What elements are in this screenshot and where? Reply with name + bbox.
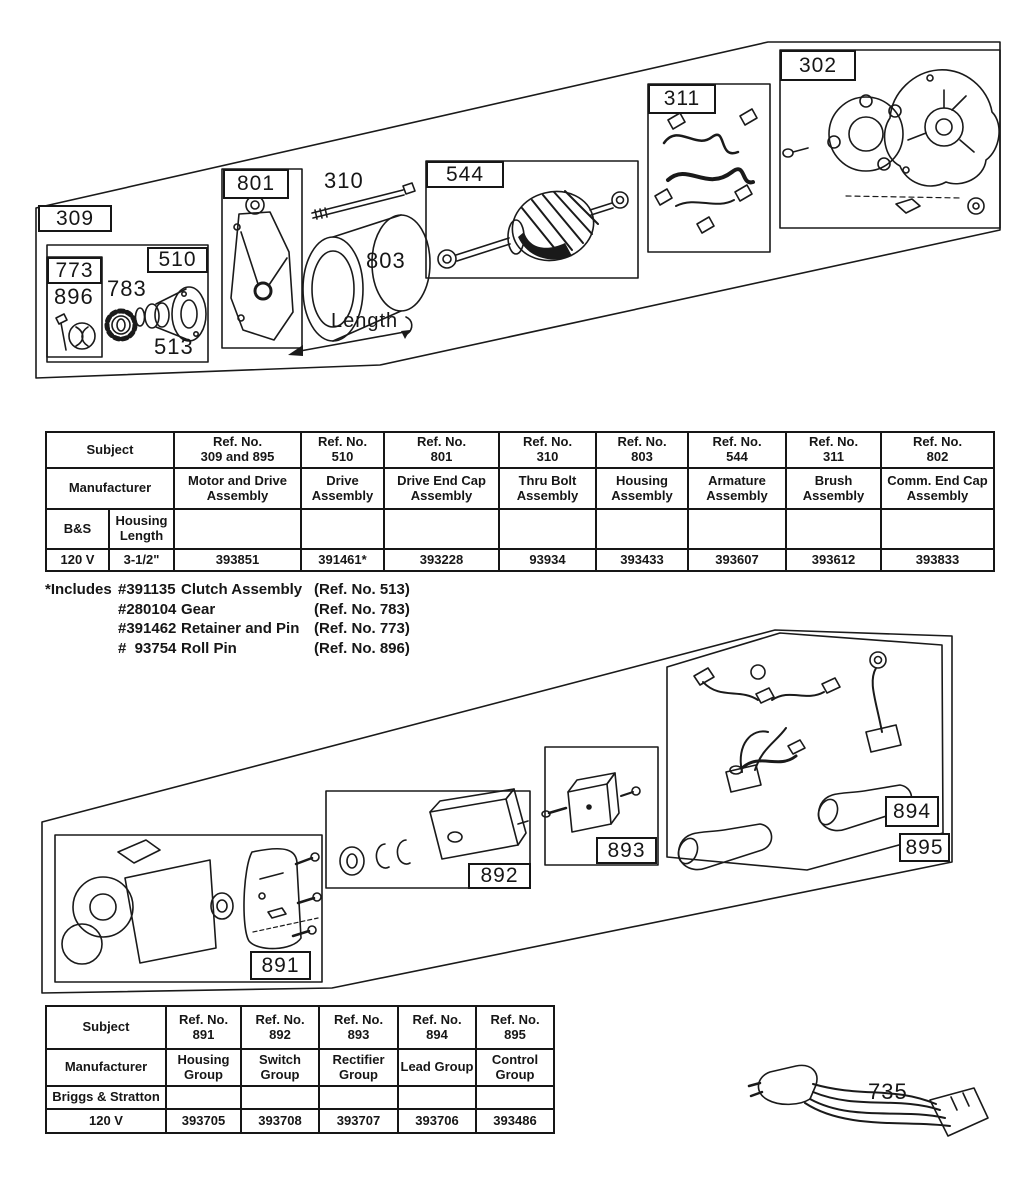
part-number-housing: 393433: [596, 549, 688, 571]
empty-cell: [786, 509, 881, 549]
groups-table: [45, 1005, 555, 1134]
callout-309: 309: [38, 205, 112, 232]
ref-header-309-895: Ref. No. 309 and 895: [174, 432, 301, 468]
part-number-switch-group: 393708: [241, 1109, 319, 1133]
voltage-cell: 120 V: [46, 1109, 166, 1133]
retainer-pin-drawing: [56, 314, 95, 350]
callout-311: 311: [648, 84, 716, 114]
col-name-housing: Housing Assembly: [596, 468, 688, 509]
ref-header-310: Ref. No. 310: [499, 432, 596, 468]
part-number-comm-end-cap: 393833: [881, 549, 994, 571]
empty-cell: [384, 509, 499, 549]
col-name-motor-drive: Motor and Drive Assembly: [174, 468, 301, 509]
callout-513: 513: [154, 334, 194, 359]
part-number-drive-end-cap: 393228: [384, 549, 499, 571]
drive-end-cap-drawing: [231, 196, 293, 340]
col-name-switch-group: Switch Group: [241, 1049, 319, 1086]
manufacturer-header: Manufacturer: [46, 1049, 166, 1086]
part-number-drive: 391461*: [301, 549, 384, 571]
ref-header-311: Ref. No. 311: [786, 432, 881, 468]
gear-drawing: [107, 311, 135, 339]
footnote-line: #280104 Gear (Ref. No. 783): [118, 600, 410, 618]
callout-544: 544: [426, 161, 504, 188]
brush-assembly-drawing: [655, 109, 757, 233]
comm-end-cap-drawing: [783, 70, 999, 214]
col-name-thru-bolt: Thru Bolt Assembly: [499, 468, 596, 509]
starter-parts-table: [45, 431, 995, 572]
ref-header-895: Ref. No. 895: [476, 1006, 554, 1049]
empty-cell: [166, 1086, 241, 1109]
part-number-rectifier-group: 393707: [319, 1109, 398, 1133]
callout-783: 783: [107, 276, 147, 301]
callout-302: 302: [780, 50, 856, 81]
callout-773: 773: [47, 257, 102, 284]
part-number-housing-group: 393705: [166, 1109, 241, 1133]
callout-894: 894: [885, 796, 939, 827]
callout-893: 893: [596, 837, 657, 864]
ref-header-891: Ref. No. 891: [166, 1006, 241, 1049]
ref-header-803: Ref. No. 803: [596, 432, 688, 468]
empty-cell: [476, 1086, 554, 1109]
part-number-brush: 393612: [786, 549, 881, 571]
empty-cell: [499, 509, 596, 549]
length-label: Length: [331, 310, 399, 332]
footnote-line: #391462 Retainer and Pin (Ref. No. 773): [118, 620, 410, 638]
empty-cell: [688, 509, 786, 549]
footnote-line: # 93754 Roll Pin (Ref. No. 896): [118, 639, 410, 657]
part-number-armature: 393607: [688, 549, 786, 571]
empty-cell: [881, 509, 994, 549]
bottom-slab-outline: [42, 630, 952, 993]
housing-group-drawing: [62, 840, 321, 964]
part-number-motor-drive: 393851: [174, 549, 301, 571]
housing-length-header: Housing Length: [109, 509, 174, 549]
armature-drawing: [438, 183, 628, 269]
callout-310: 310: [324, 168, 364, 193]
part-number-thru-bolt: 93934: [499, 549, 596, 571]
col-name-drive-end-cap: Drive End Cap Assembly: [384, 468, 499, 509]
ref-header-801: Ref. No. 801: [384, 432, 499, 468]
footnote-line: *Includes #391135 Clutch Assembly (Ref. No. 513): [45, 581, 410, 599]
ref-header-894: Ref. No. 894: [398, 1006, 476, 1049]
col-name-armature: Armature Assembly: [688, 468, 786, 509]
col-name-brush: Brush Assembly: [786, 468, 881, 509]
includes-footnote: [45, 580, 410, 658]
manufacturer-header: Manufacturer: [46, 468, 174, 509]
manufacturer-value: Briggs & Stratton: [46, 1086, 166, 1109]
callout-891: 891: [250, 951, 311, 980]
rectifier-group-drawing: [542, 773, 640, 832]
callout-801: 801: [223, 169, 289, 199]
maker-cell: B&S: [46, 509, 109, 549]
ref-header-544: Ref. No. 544: [688, 432, 786, 468]
col-name-housing-group: Housing Group: [166, 1049, 241, 1086]
callout-735: 735: [868, 1079, 908, 1104]
callout-895: 895: [899, 833, 950, 862]
subject-header: Subject: [46, 1006, 166, 1049]
ref-header-893: Ref. No. 893: [319, 1006, 398, 1049]
col-name-rectifier-group: Rectifier Group: [319, 1049, 398, 1086]
lead-group-drawing: [675, 652, 911, 870]
empty-cell: [301, 509, 384, 549]
callout-896: 896: [54, 284, 94, 309]
empty-cell: [319, 1086, 398, 1109]
subject-header: Subject: [46, 432, 174, 468]
empty-cell: [241, 1086, 319, 1109]
callout-892: 892: [468, 863, 531, 889]
footnote-prefix: *Includes: [45, 581, 112, 599]
part-number-lead-group: 393706: [398, 1109, 476, 1133]
empty-cell: [174, 509, 301, 549]
callout-803: 803: [366, 248, 406, 273]
housing-length-value: 3-1/2": [109, 549, 174, 571]
col-name-drive: Drive Assembly: [301, 468, 384, 509]
empty-cell: [398, 1086, 476, 1109]
ref-header-802: Ref. No. 802: [881, 432, 994, 468]
ref-header-510: Ref. No. 510: [301, 432, 384, 468]
col-name-comm-end-cap: Comm. End Cap Assembly: [881, 468, 994, 509]
callout-510: 510: [147, 247, 208, 273]
ref-header-892: Ref. No. 892: [241, 1006, 319, 1049]
col-name-control-group: Control Group: [476, 1049, 554, 1086]
part-number-control-group: 393486: [476, 1109, 554, 1133]
voltage-cell: 120 V: [46, 549, 109, 571]
empty-cell: [596, 509, 688, 549]
col-name-lead-group: Lead Group: [398, 1049, 476, 1086]
